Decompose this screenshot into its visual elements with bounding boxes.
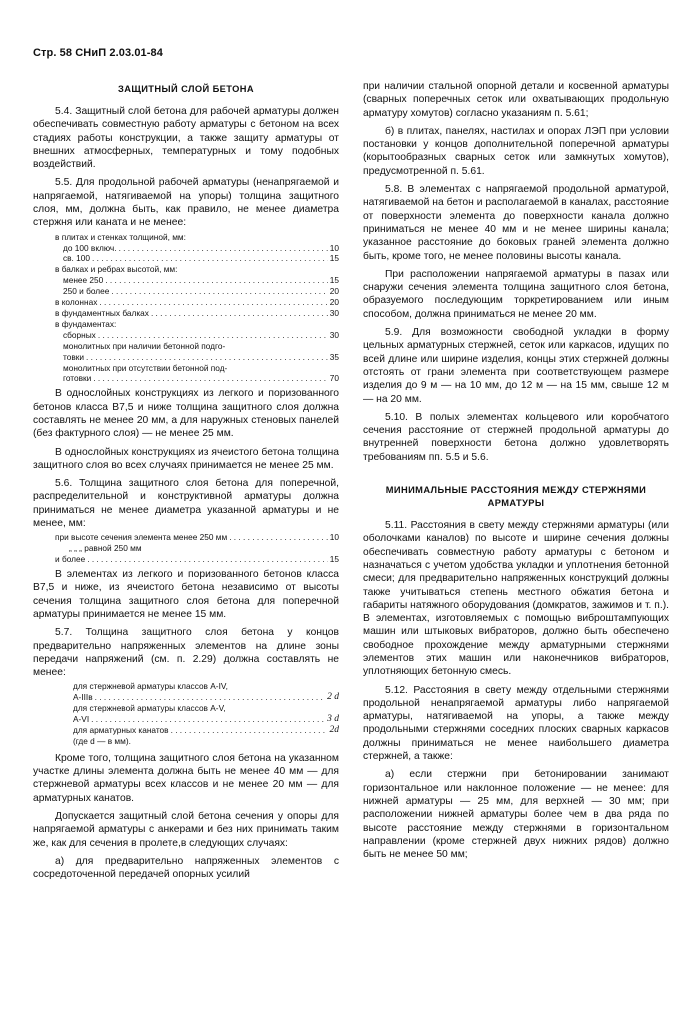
paragraph: Допускается защитный слой бетона сечения у опоры для напрягаемой арматуры с анкерами и без них принимать таким же, как для сечения в пролете,в следующих случаях: [33, 811, 339, 849]
paragraph: Кроме того, толщина защитного слоя бетона на указанном участке длины элемента должна быть не менее 40 мм — для стержневой арматуры всех классов и не менее 20 мм — для арматурных канатов. [33, 752, 339, 804]
list-5-5 [33, 232, 339, 385]
list-item: в балках и ребрах высотой, мм: [55, 264, 178, 275]
paragraph: а) для предварительно напряженных элементов с сосредоточенной передачей опорных усилий [33, 855, 339, 881]
clause-5-5: 5.5. Для продольной рабочей арматуры (ненапрягаемой и напрягаемой, натягиваемой на упоры) толщина защитного слоя, мм, должна быть, как правило, не менее диаметра стержня или каната и не менее: [33, 177, 339, 229]
paragraph: В элементах из легкого и поризованного бетонов класса В7,5 и ниже, из ячеистого бетона независимо от высоты сечения толщина защитного слоя бетона для поперечной арматуры принимается не менее 15 мм. [33, 569, 339, 620]
clause-5-12: 5.12. Расстояния в свету между отдельными стержнями продольной ненапрягаемой арматуры либо напрягаемой арматуры, натягиваемой на упоры, а также между продольными стержнями соседних плоских сварных каркасов должны приниматься не менее наибольшего диаметра стержней, а также: [363, 684, 669, 763]
paragraph: а) если стержни при бетонировании занимают горизонтальное или наклонное положение — не менее: для нижней арматуры — 25 мм, для верхней — 30 мм; при расположении нижней арматуры более чем в два ряда по высоте расстояние между стержнями в горизонтальном направлении (кроме стержней двух нижних рядов) должно быть не менее 50 мм; [363, 769, 669, 861]
list-item: для арматурных канатов . . . 2d [51, 725, 339, 736]
left-column [33, 80, 339, 882]
list-item: менее 250 . . . 15 [33, 275, 339, 286]
paragraph: при наличии стальной опорной детали и косвенной арматуры (сварных поперечных сеток или охватывающих продольную арматуру хомутов) согласно указаниям п. 5.61; [363, 81, 669, 119]
clause-5-8: 5.8. В элементах с напрягаемой продольной арматурой, натягиваемой на бетон и располагаемой в каналах, расстояние от поверхности элемента до поверхности канала должно приниматься не менее 40 мм и не менее ширины канала; указанное расстояние до боковых граней элемента должно быть, кроме того, не менее половины высоты канала. [363, 184, 669, 262]
list-item: до 100 включ. . . . 10 [33, 243, 339, 254]
list-item: для стержневой арматуры классов А-IV, [73, 681, 228, 692]
clause-5-9: 5.9. Для возможности свободной укладки в форму цельных арматурных стержней, сеток или каркасов, идущих по всей длине или ширине изделия, концы этих стержней должны отстоять от грани элемента при соответствующем размере изделия до 9 м — на 10 мм, до 12 м — на 15 мм, свыше 12 м — на 20 мм. [363, 327, 669, 405]
list-5-7 [33, 681, 339, 746]
list-item: готовки . . . 70 [33, 373, 339, 384]
list-item: для стержневой арматуры классов А-V, [73, 703, 226, 714]
clause-5-11: 5.11. Расстояния в свету между стержнями арматуры (или оболочками каналов) по высоте и ширине сечения должны обеспечивать совместную работу арматуры с бетоном и назначаться с учетом удобства укладки и уплотнения бетонной смеси; для предварительно напряженных конструкций должны также учитываться степень местного обжатия бетона и габариты натяжного оборудования (домкратов, зажимов и т. п.). В элементах, изготовляемых с помощью виброштампующих машин или штыковых вибраторов, должно быть обеспечено свободное прохождение между арматурными стержнями элементов этих машин или наконечников вибраторов, уплотняющих бетонную смесь. [363, 520, 669, 678]
paragraph: При расположении напрягаемой арматуры в пазах или снаружи сечения элемента толщина защитного слоя бетона, образуемого последующим торкретированием или иным способом, должна приниматься не менее 20 мм. [363, 268, 669, 320]
list-item: сборных . . . 30 [33, 330, 339, 341]
list-5-6 [33, 532, 339, 565]
list-item: св. 100 . . . 15 [33, 253, 339, 264]
list-item: А-VI . . . 3 d [51, 714, 339, 725]
list-item: 250 и более . . . 20 [33, 286, 339, 297]
paragraph: б) в плитах, панелях, настилах и опорах ЛЭП при условии постановки у концов дополнительной поперечной арматуры (корытообразных сварных сеток или замкнутых хомутов), предусмотренной п. 5.61. [363, 125, 669, 177]
clause-5-4: 5.4. Защитный слой бетона для рабочей арматуры должен обеспечивать совместную работу арматуры с бетоном на всех стадиях работы конструкции, а также защиту арматуры от внешних атмосферных, температурных и тому подобных воздействий. [33, 106, 339, 171]
list-item: товки . . . 35 [33, 352, 339, 363]
list-item: при высоте сечения элемента менее 250 мм . . . 10 [33, 532, 339, 543]
list-item: в фундаментах: [55, 318, 117, 329]
list-item: в плитах и стенках толщиной, мм: [55, 231, 186, 242]
clause-5-7: 5.7. Толщина защитного слоя бетона у концов предварительно напряженных элементов на длине зоны передачи напряжений (см. п. 2.29) должна составлять не менее: [33, 627, 339, 679]
list-item: „ „ „ равной 250 мм [69, 543, 142, 554]
paragraph: В однослойных конструкциях из ячеистого бетона толщина защитного слоя во всех случаях принимается не менее 25 мм. [33, 446, 339, 471]
right-column [363, 80, 669, 861]
page-header: Стр. 58 СНиП 2.03.01-84 [33, 47, 163, 59]
clause-5-6: 5.6. Толщина защитного слоя бетона для поперечной, распределительной и конструктивной арматуры должна приниматься не менее диаметра указанной арматуры и не менее, мм: [33, 478, 339, 530]
list-item: в колоннах . . . 20 [33, 297, 339, 308]
list-item: (где d — в мм). [73, 735, 131, 746]
paragraph: В однослойных конструкциях из легкого и поризованного бетонов класса В7,5 и ниже толщина защитного слоя должна составлять не менее 20 мм, а для наружных стеновых панелей (без фактурного слоя) — не менее 25 мм. [33, 388, 339, 440]
list-item: монолитных при отсутствии бетонной под- [63, 362, 228, 373]
section-heading-protective-layer: ЗАЩИТНЫЙ СЛОЙ БЕТОНА [118, 84, 254, 94]
list-item: и более . . . 15 [33, 554, 339, 565]
list-item: монолитных при наличии бетонной подго- [63, 340, 226, 351]
list-item: А-IIIв . . . 2 d [51, 692, 339, 703]
clause-5-10: 5.10. В полых элементах кольцевого или коробчатого сечения расстояние от стержней продольной арматуры до внутренней поверхности бетона должно удовлетворять требованиям пп. 5.5 и 5.6. [363, 411, 669, 463]
list-item: в фундаментных балках . . . 30 [33, 308, 339, 319]
section-heading-min-distances: МИНИМАЛЬНЫЕ РАССТОЯНИЯ МЕЖДУ СТЕРЖНЯМИ АРМАТУРЫ [385, 485, 647, 509]
